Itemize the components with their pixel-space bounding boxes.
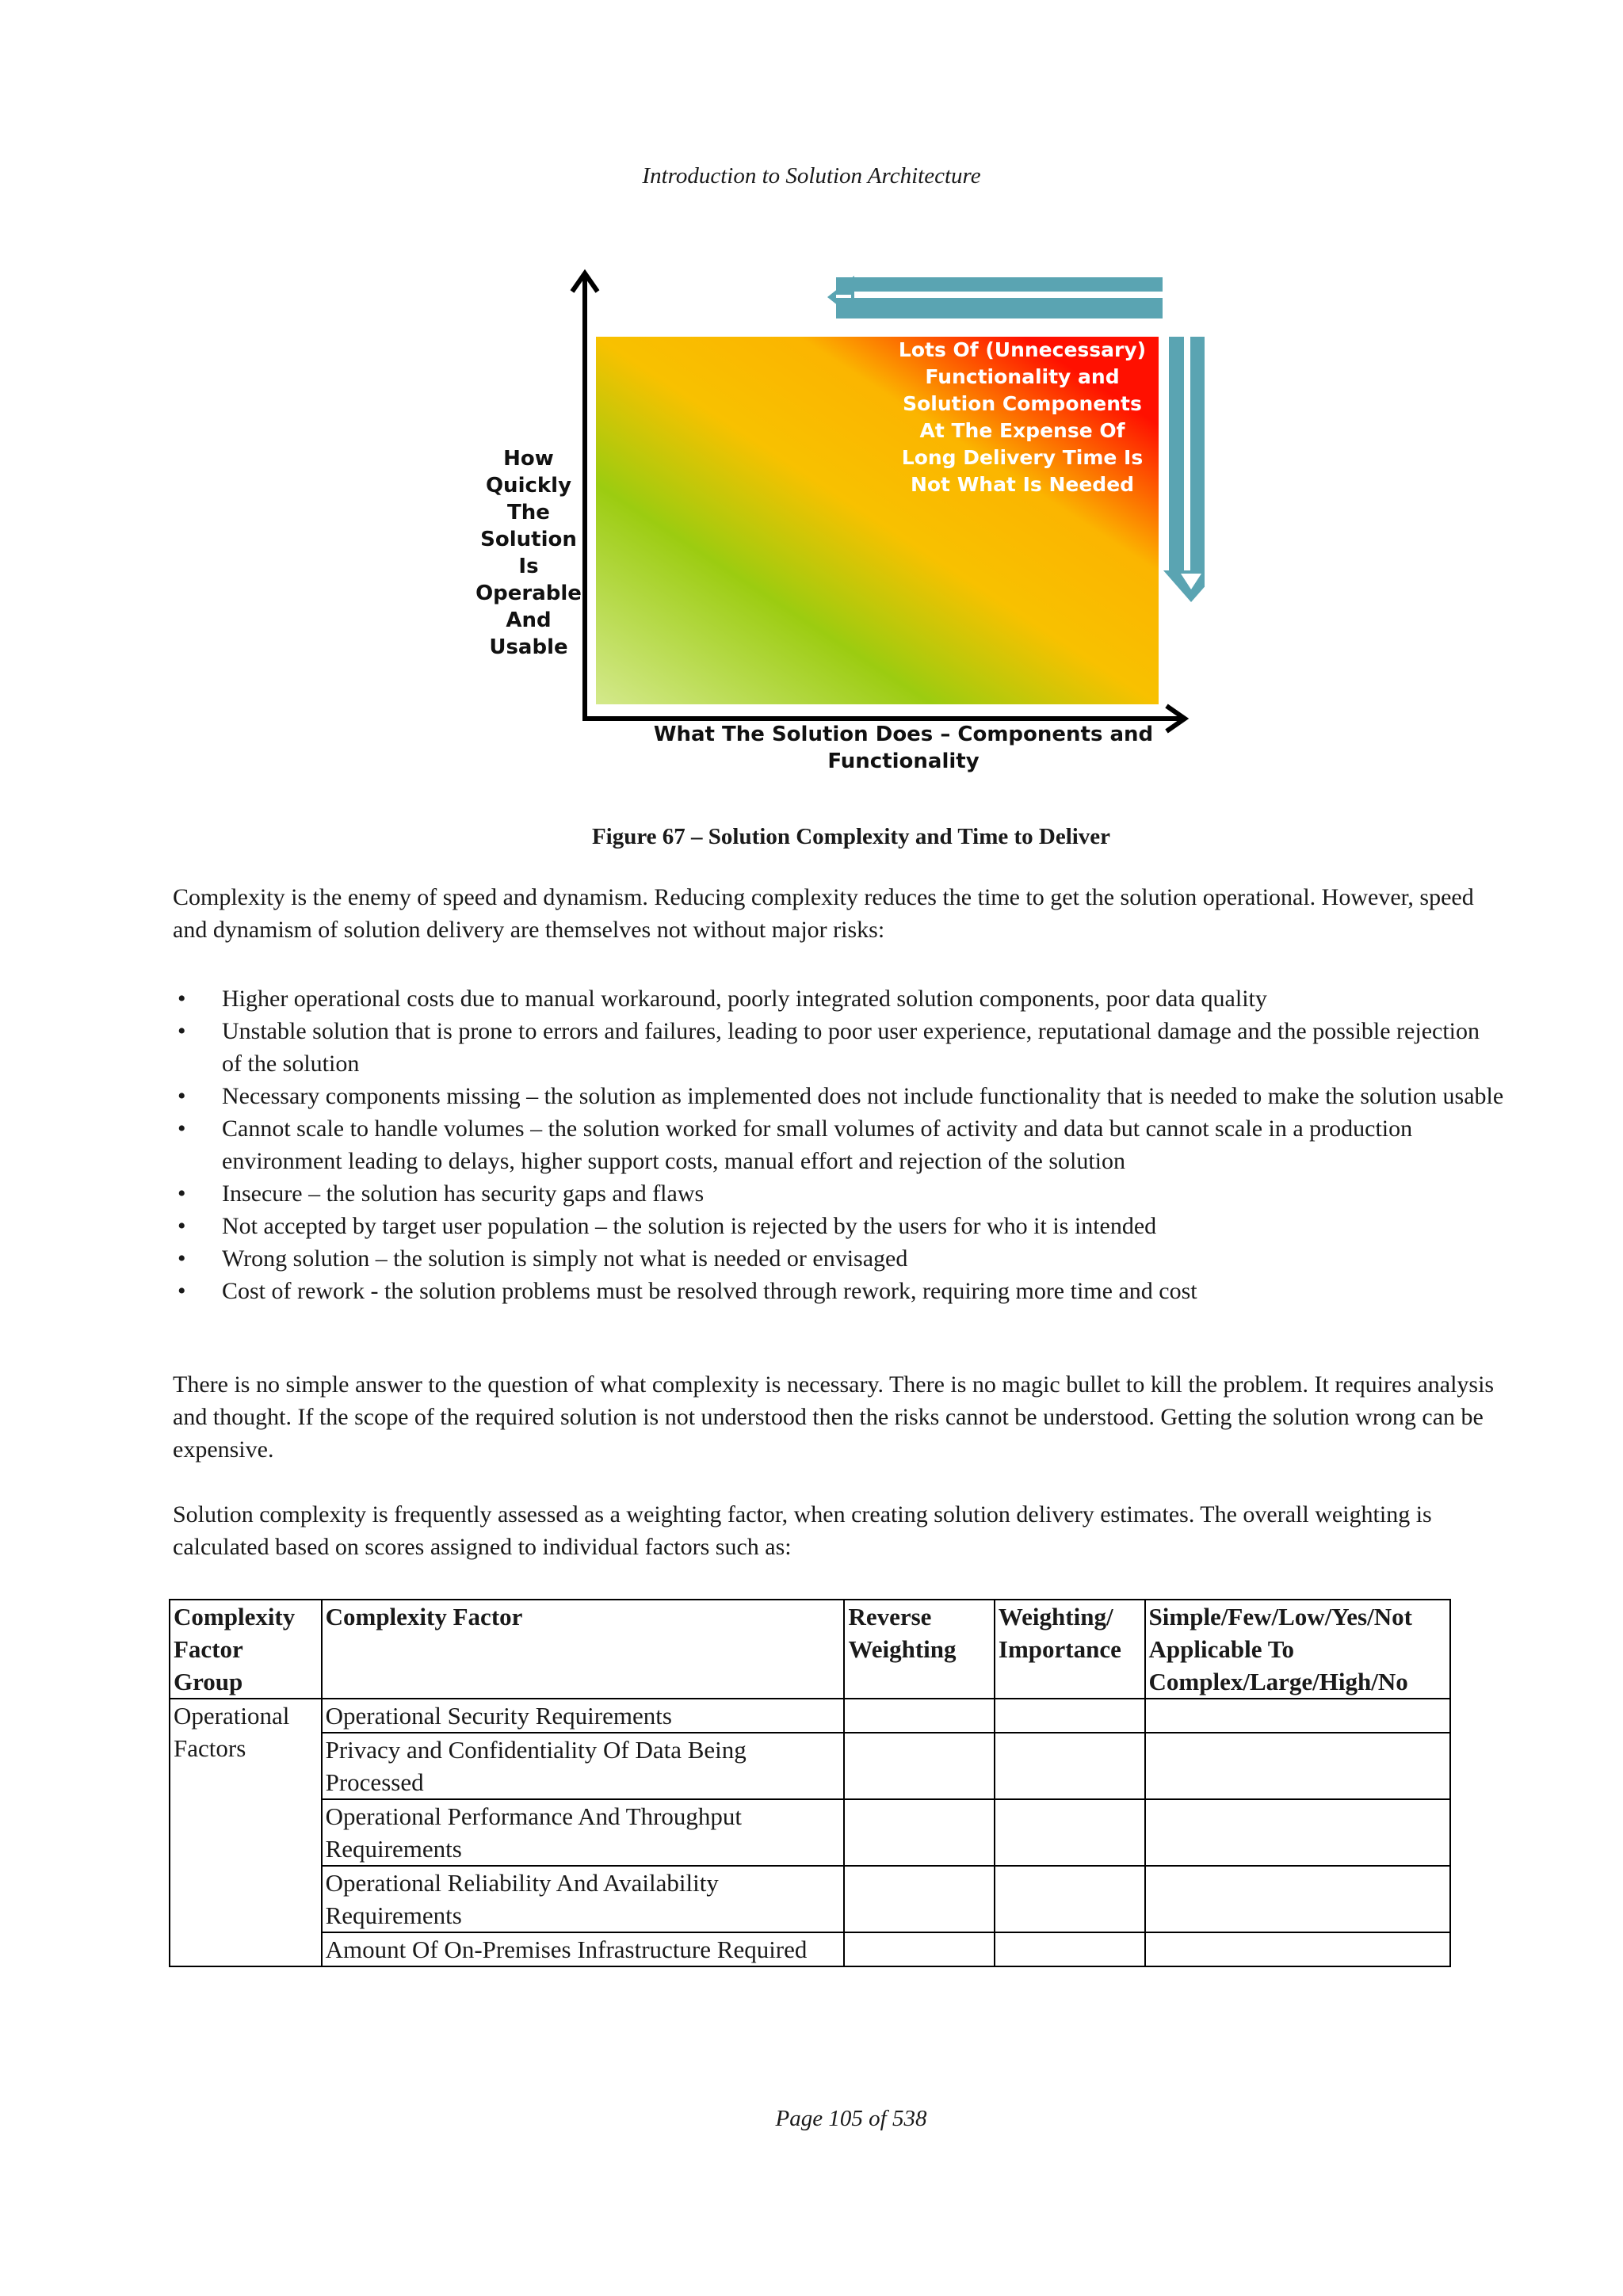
y-axis-label: How Quickly The Solution Is Operable And Usable: [475, 447, 582, 659]
header-weighting-importance: Weighting/ Importance: [995, 1600, 1145, 1699]
list-item: • Insecure – the solution has security gaps and flaws: [173, 1177, 1504, 1210]
list-item: • Necessary components missing – the solution as implemented does not include functionality that is needed to make the solution usable: [173, 1080, 1504, 1112]
reverse-weighting-cell: [844, 1866, 994, 1932]
table-row: [170, 1799, 1450, 1866]
down-arrow-icon: [1163, 337, 1205, 602]
header-reverse-weighting: Reverse Weighting: [844, 1600, 994, 1699]
header-factor-group: Complexity Factor Group: [170, 1600, 322, 1699]
risk-bullet-list: [173, 982, 1504, 1307]
table-row: [170, 1699, 1450, 1733]
list-item: • Wrong solution – the solution is simply not what is needed or envisaged: [173, 1242, 1504, 1275]
reverse-weighting-cell: [844, 1699, 994, 1733]
factor-cell: Amount Of On-Premises Infrastructure Required: [322, 1932, 845, 1966]
factor-cell: Operational Reliability And Availability Requirements: [322, 1866, 845, 1932]
table-row: [170, 1866, 1450, 1932]
table-row: [170, 1733, 1450, 1799]
factor-cell: Privacy and Confidentiality Of Data Being Processed: [322, 1733, 845, 1799]
list-item: • Cannot scale to handle volumes – the solution worked for small volumes of activity and data but cannot scale in a production environment leading to delays, higher support costs, manual effort and rejection of the solution: [173, 1112, 1504, 1177]
list-item: • Not accepted by target user population – the solution is rejected by the users for who it is intended: [173, 1210, 1504, 1242]
group-cell: Operational Factors: [170, 1699, 322, 1966]
page-number: Page 105 of 538: [775, 2106, 927, 2131]
factor-cell: Operational Performance And Throughput Requirements: [322, 1799, 845, 1866]
weighting-cell: [995, 1699, 1145, 1733]
reverse-weighting-cell: [844, 1733, 994, 1799]
weighting-cell: [995, 1932, 1145, 1966]
factor-cell: Operational Security Requirements: [322, 1699, 845, 1733]
left-arrow-icon: [827, 276, 1163, 318]
paragraph-3: Solution complexity is frequently assessed as a weighting factor, when creating solution delivery estimates. The overall weighting is calculated based on scores assigned to individual factors such as:: [173, 1501, 1432, 1560]
weighting-cell: [995, 1866, 1145, 1932]
list-item: • Cost of rework - the solution problems must be resolved through rework, requiring more time and cost: [173, 1275, 1504, 1307]
table-header-row: [170, 1600, 1450, 1699]
figure-callout: Lots Of (Unnecessary) Functionality and Solution Components At The Expense Of Long Delivery Time Is Not What Is Needed: [898, 338, 1147, 496]
complexity-factors-table: [169, 1599, 1451, 1967]
scale-cell: [1145, 1733, 1450, 1799]
running-header: Introduction to Solution Architecture: [642, 163, 981, 189]
x-axis-label: What The Solution Does – Components and Functionality: [653, 723, 1154, 773]
scale-cell: [1145, 1799, 1450, 1866]
reverse-weighting-cell: [844, 1932, 994, 1966]
scale-cell: [1145, 1866, 1450, 1932]
header-complexity-factor: Complexity Factor: [322, 1600, 845, 1699]
scale-cell: [1145, 1932, 1450, 1966]
header-scale: Simple/Few/Low/Yes/Not Applicable To Complex/Large/High/No: [1145, 1600, 1450, 1699]
scale-cell: [1145, 1699, 1450, 1733]
weighting-cell: [995, 1799, 1145, 1866]
list-item: • Higher operational costs due to manual workaround, poorly integrated solution components, poor data quality: [173, 982, 1504, 1015]
complexity-figure: [460, 261, 1205, 800]
figure-caption: Figure 67 – Solution Complexity and Time to Deliver: [591, 824, 1111, 849]
weighting-cell: [995, 1733, 1145, 1799]
table-row: [170, 1932, 1450, 1966]
paragraph-1: Complexity is the enemy of speed and dynamism. Reducing complexity reduces the time to get the solution operational. However, speed and dynamism of solution delivery are themselves not without major risks:: [173, 884, 1474, 943]
list-item: • Unstable solution that is prone to errors and failures, leading to poor user experience, reputational damage and the possible rejection of the solution: [173, 1015, 1504, 1080]
reverse-weighting-cell: [844, 1799, 994, 1866]
paragraph-2: There is no simple answer to the question of what complexity is necessary. There is no magic bullet to kill the problem. It requires analysis and thought. If the scope of the required solution is not understood then the risks cannot be understood. Getting the solution wrong can be expensive.: [173, 1371, 1495, 1463]
